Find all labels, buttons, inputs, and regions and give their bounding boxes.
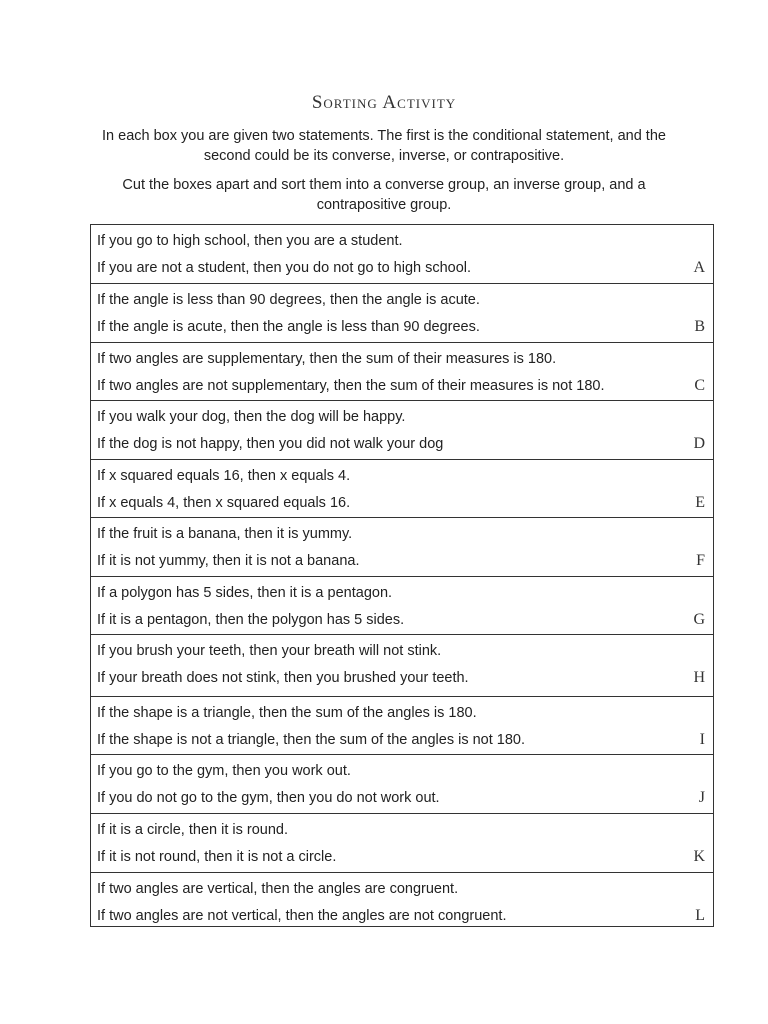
related-statement: If two angles are not supplementary, then the sum of their measures is not 180.: [97, 378, 605, 394]
statement-box-d: [91, 401, 713, 460]
statement-box-a: [91, 225, 713, 284]
related-statement: If the shape is not a triangle, then the sum of the angles is not 180.: [97, 732, 526, 748]
statement-box-h: [91, 635, 713, 697]
conditional-statement: If x squared equals 16, then x equals 4.: [97, 468, 351, 484]
box-letter: J: [698, 789, 705, 806]
conditional-statement: If a polygon has 5 sides, then it is a pentagon.: [97, 585, 393, 601]
box-letter: C: [694, 377, 705, 394]
conditional-statement: If it is a circle, then it is round.: [97, 822, 288, 838]
related-statement: If it is a pentagon, then the polygon has 5 sides.: [97, 612, 405, 628]
conditional-statement: If you walk your dog, then the dog will be happy.: [97, 409, 406, 425]
related-statement: If your breath does not stink, then you brushed your teeth.: [97, 670, 469, 686]
conditional-statement: If you go to the gym, then you work out.: [97, 763, 351, 779]
box-letter: H: [693, 669, 705, 686]
box-letter: L: [695, 907, 705, 924]
related-statement: If the angle is acute, then the angle is less than 90 degrees.: [97, 319, 480, 335]
statement-box-i: [91, 697, 713, 755]
statement-boxes: [90, 224, 714, 927]
related-statement: If it is not round, then it is not a circle.: [97, 849, 337, 865]
intro-paragraph-1: In each box you are given two statements. The first is the conditional statement, and the second could be its converse, inverse, or contrapositive.: [102, 128, 666, 164]
statement-box-j: [91, 755, 713, 814]
statement-box-k: [91, 814, 713, 873]
box-letter: B: [694, 318, 705, 335]
conditional-statement: If the shape is a triangle, then the sum of the angles is 180.: [97, 705, 477, 721]
related-statement: If the dog is not happy, then you did not walk your dog: [97, 436, 444, 452]
statement-box-l: [91, 873, 713, 926]
related-statement: If you do not go to the gym, then you do not work out.: [97, 790, 440, 806]
box-letter: D: [693, 435, 705, 452]
box-letter: K: [693, 848, 705, 865]
conditional-statement: If you brush your teeth, then your breath will not stink.: [97, 643, 442, 659]
intro-paragraph-2: Cut the boxes apart and sort them into a converse group, an inverse group, and a contrapositive group.: [122, 177, 646, 213]
conditional-statement: If the angle is less than 90 degrees, then the angle is acute.: [97, 292, 480, 308]
box-letter: E: [695, 494, 705, 511]
conditional-statement: If the fruit is a banana, then it is yummy.: [97, 526, 353, 542]
related-statement: If it is not yummy, then it is not a banana.: [97, 553, 360, 569]
related-statement: If you are not a student, then you do not go to high school.: [97, 260, 472, 276]
statement-box-f: [91, 518, 713, 577]
box-letter: I: [699, 731, 705, 748]
box-letter: A: [693, 259, 705, 276]
related-statement: If x equals 4, then x squared equals 16.: [97, 495, 351, 511]
statement-box-b: [91, 284, 713, 343]
box-letter: F: [696, 552, 705, 569]
conditional-statement: If two angles are vertical, then the angles are congruent.: [97, 881, 459, 897]
related-statement: If two angles are not vertical, then the angles are not congruent.: [97, 908, 507, 924]
conditional-statement: If two angles are supplementary, then the sum of their measures is 180.: [97, 351, 557, 367]
page-title: Sorting Activity: [311, 92, 457, 113]
box-letter: G: [693, 611, 705, 628]
statement-box-e: [91, 460, 713, 518]
conditional-statement: If you go to high school, then you are a student.: [97, 233, 403, 249]
statement-box-g: [91, 577, 713, 635]
statement-box-c: [91, 343, 713, 401]
